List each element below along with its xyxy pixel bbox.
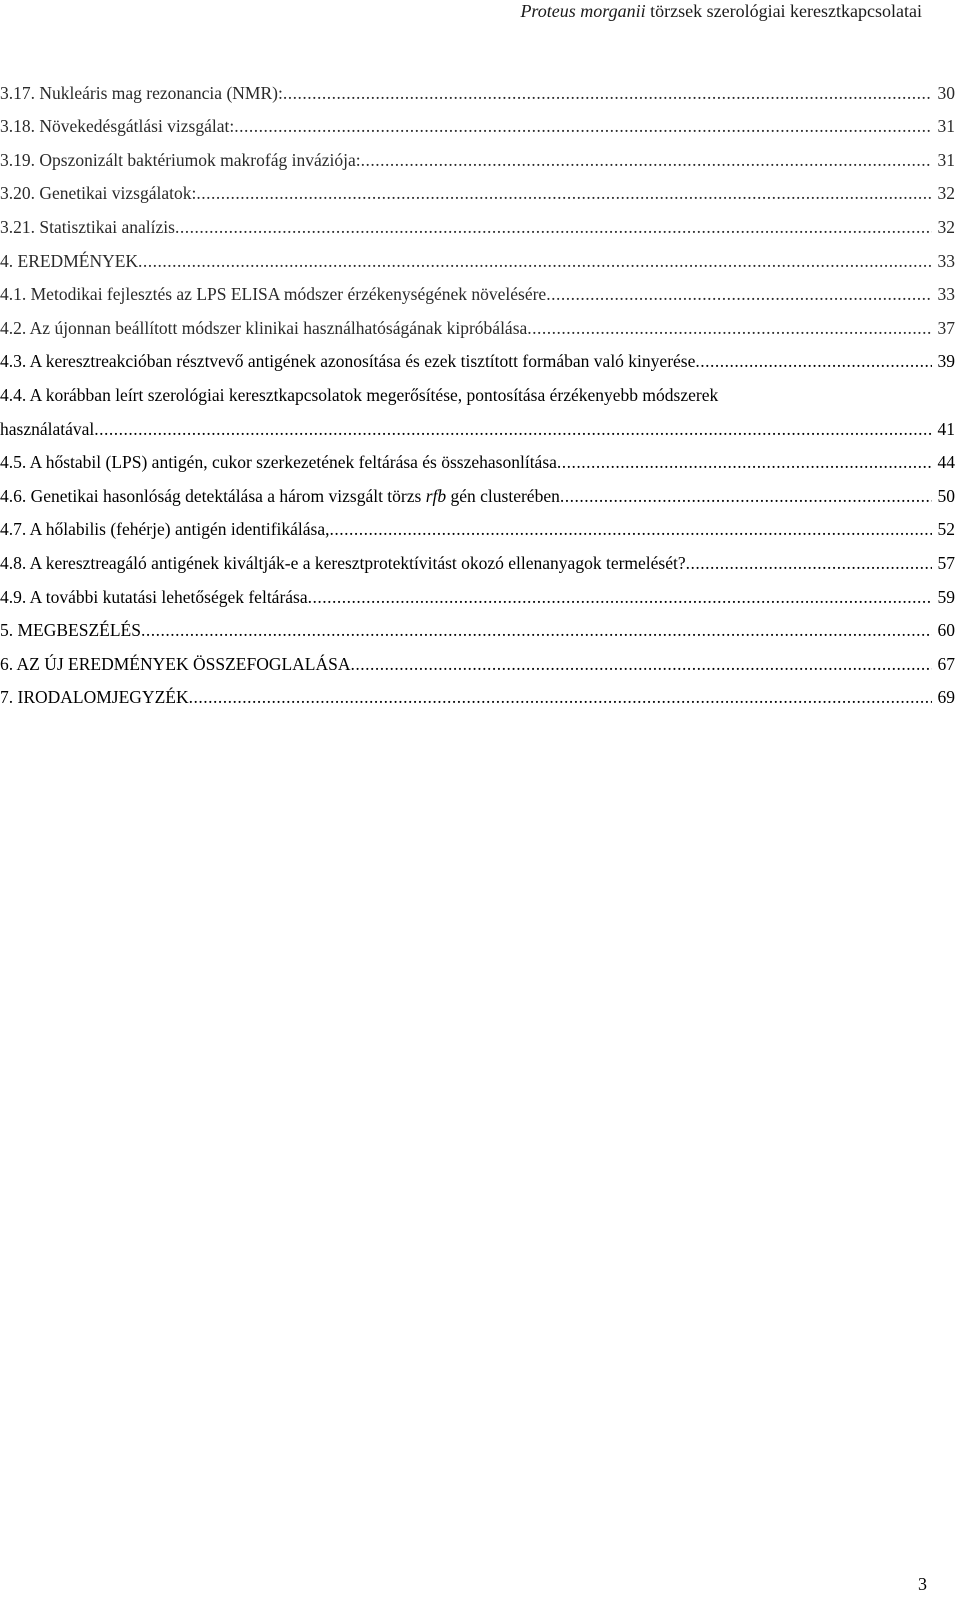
toc-entry-label: 4.5. A hőstabil (LPS) antigén, cukor szerkezetének feltárása és összehasonlítása — [0, 452, 557, 473]
toc-entry-label-line2: használatával — [0, 418, 95, 439]
toc-entry[interactable] — [0, 608, 955, 642]
toc-entry[interactable] — [0, 137, 955, 171]
toc-entry-page: 37 — [937, 317, 955, 338]
toc-entry[interactable] — [0, 540, 955, 574]
toc-entry-page: 30 — [937, 82, 955, 103]
toc-leader-dots — [189, 686, 932, 708]
toc-entry-page: 50 — [937, 485, 955, 506]
running-header — [520, 0, 922, 22]
toc-leader-dots — [329, 518, 931, 540]
toc-entry-page: 41 — [937, 418, 955, 439]
toc-leader-dots — [351, 653, 932, 675]
toc-entry-label: 4. EREDMÉNYEK — [0, 250, 139, 271]
toc-entry[interactable] — [0, 70, 955, 104]
toc-entry-label: 3.18. Növekedésgátlási vizsgálat: — [0, 116, 235, 137]
toc-entry[interactable] — [0, 507, 955, 541]
toc-entry[interactable] — [0, 204, 955, 238]
toc-entry-page: 32 — [937, 183, 955, 204]
toc-entry-page: 67 — [937, 653, 955, 674]
toc-entry[interactable] — [0, 171, 955, 205]
toc-leader-dots — [560, 485, 932, 507]
toc-entry-label: 4.2. Az újonnan beállított módszer klinikai használhatóságának kipróbálása — [0, 317, 528, 338]
toc-leader-dots — [695, 350, 931, 372]
toc-leader-dots — [175, 216, 932, 238]
toc-entry-page: 31 — [937, 116, 955, 137]
toc-leader-dots — [557, 451, 932, 473]
toc-entry[interactable] — [0, 238, 955, 272]
page-number: 3 — [918, 1574, 927, 1594]
toc-entry-page: 33 — [937, 284, 955, 305]
toc-entry-page: 32 — [937, 216, 955, 237]
toc-leader-dots — [361, 149, 932, 171]
header-title-rest: törzsek szerológiai keresztkapcsolatai — [645, 1, 922, 21]
toc-entry[interactable] — [0, 104, 955, 138]
toc-entry[interactable] — [0, 675, 955, 709]
toc-entry[interactable] — [0, 574, 955, 608]
toc-leader-dots — [94, 418, 931, 440]
toc-entry-label: 4.1. Metodikai fejlesztés az LPS ELISA módszer érzékenységének növelésére — [0, 284, 547, 305]
toc-entry-label-line1: 4.4. A korábban leírt szerológiai keresztkapcsolatok megerősítése, pontosítása érzékenyebb módszerek — [0, 384, 719, 405]
toc-leader-dots — [138, 250, 931, 272]
toc-leader-dots — [196, 182, 931, 204]
toc-entry[interactable] — [0, 272, 955, 306]
toc-entry-label: 6. AZ ÚJ EREDMÉNYEK ÖSSZEFOGLALÁSA — [0, 653, 351, 674]
toc-entry-label-post: gén clusterében — [446, 485, 560, 506]
toc-entry[interactable] — [0, 339, 955, 373]
toc-entry-label: 4.7. A hőlabilis (fehérje) antigén identifikálása, — [0, 519, 330, 540]
toc-leader-dots — [686, 552, 932, 574]
toc-entry-label: 3.17. Nukleáris mag rezonancia (NMR): — [0, 82, 283, 103]
toc-entry-label: 4.3. A keresztreakcióban résztvevő antigének azonosítása és ezek tisztított formában való kinyerése — [0, 351, 696, 372]
toc-entry-label — [0, 485, 560, 507]
toc-entry-label: 3.21. Statisztikai analízis — [0, 216, 175, 237]
table-of-contents — [0, 70, 955, 708]
toc-leader-dots — [308, 586, 932, 608]
toc-entry-label-pre: 4.6. Genetikai hasonlóság detektálása a három vizsgált törzs — [0, 485, 426, 506]
toc-entry[interactable] — [0, 305, 955, 339]
toc-leader-dots — [546, 283, 931, 305]
toc-entry[interactable] — [0, 473, 955, 507]
header-title-italic: Proteus morganii — [520, 1, 646, 21]
toc-entry-label: 4.9. A további kutatási lehetőségek feltárása — [0, 586, 308, 607]
gene-name-italic: rfb — [425, 485, 447, 506]
toc-leader-dots — [234, 115, 931, 137]
toc-entry[interactable] — [0, 641, 955, 675]
toc-entry-page: 33 — [937, 250, 955, 271]
toc-entry-page: 31 — [937, 149, 955, 170]
toc-leader-dots — [283, 82, 932, 104]
toc-leader-dots — [141, 619, 932, 641]
toc-entry-label: 4.8. A keresztreagáló antigének kiváltják-e a keresztprotektívitást okozó ellenanyagok termelését? — [0, 552, 686, 573]
toc-entry-page: 44 — [937, 452, 955, 473]
toc-entry-label: 3.19. Opszonizált baktériumok makrofág inváziója: — [0, 149, 361, 170]
toc-entry-page: 69 — [937, 687, 955, 708]
toc-entry-page: 39 — [937, 351, 955, 372]
toc-entry-page: 52 — [937, 519, 955, 540]
toc-entry-label: 5. MEGBESZÉLÉS — [0, 620, 141, 641]
toc-entry-label: 7. IRODALOMJEGYZÉK — [0, 687, 189, 708]
toc-entry-label: 3.20. Genetikai vizsgálatok: — [0, 183, 197, 204]
toc-entry-multiline[interactable] — [0, 372, 955, 439]
toc-leader-dots — [527, 317, 931, 339]
toc-entry-page: 60 — [937, 620, 955, 641]
toc-entry[interactable] — [0, 440, 955, 474]
toc-entry-page: 57 — [937, 552, 955, 573]
toc-entry-page: 59 — [937, 586, 955, 607]
